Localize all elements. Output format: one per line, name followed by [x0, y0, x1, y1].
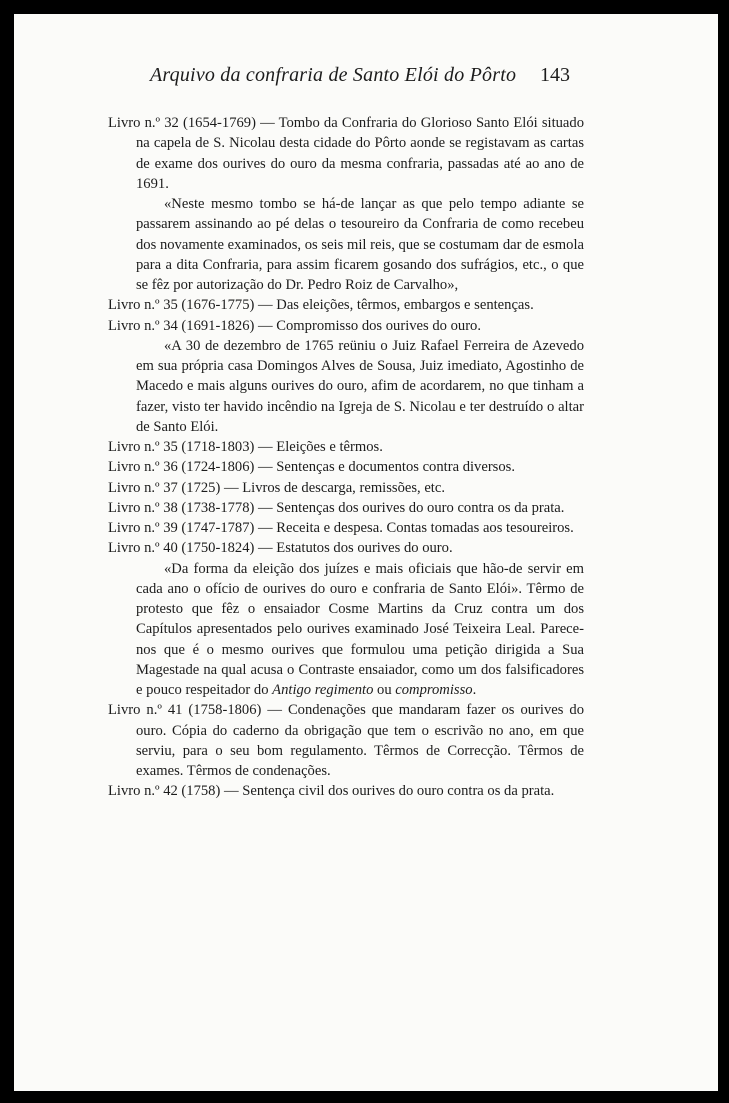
quote-eleicao-end: .	[472, 682, 477, 698]
entry-livro-34: Livro n.º 34 (1691-1826) — Compromisso dos ourives do ouro.	[108, 317, 481, 334]
entry-livro-35b: Livro n.º 35 (1718-1803) — Eleições e têrmos.	[108, 439, 383, 455]
running-title: Arquivo da confraria de Santo Elói do Pôrto	[150, 64, 517, 86]
entry-livro-40: Livro n.º 40 (1750-1824) — Estatutos dos ourives do ouro.	[108, 540, 453, 557]
scan-border-top	[0, 0, 729, 14]
entry-livro-35a: Livro n.º 35 (1676-1775) — Das eleições, têrmos, embargos e sentenças.	[108, 297, 534, 314]
page-body	[108, 113, 584, 802]
entry-livro-42: Livro n.º 42 (1758) — Sentença civil dos ourives do ouro contra os da prata.	[108, 783, 555, 800]
running-header	[150, 64, 570, 87]
quote-eleicao-text: «Da forma da eleição dos juízes e mais oficiais que hão-de servir em cada ano o ofício de ourives do ouro e confraria de Santo Elói». Têrmo de protesto que fêz o ensaiador Cosme Martins da Cruz contra um dos Capítulos apresentados pelo ourives examinado José Teixeira Leal. Parece-nos que é o mesmo ourives que formulou uma petição dirigida a Sua Magestade na qual acusa o Contraste ensaiador, como um dos falsificadores e pouco respeitador do	[136, 560, 584, 698]
italic-antigo-regimento: Antigo regimento	[272, 682, 374, 698]
quote-eleicao	[108, 559, 584, 701]
entry-livro-32: Livro n.º 32 (1654-1769) — Tombo da Confraria do Glorioso Santo Elói situado na capela de S. Nicolau desta cidade do Pôrto aonde se registavam as cartas de exame dos ourives do ouro da mesma confraria, passadas até ao ano de 1691.	[108, 115, 584, 192]
italic-compromisso: compromisso	[395, 682, 473, 698]
quote-eleicao-mid: ou	[373, 682, 396, 698]
entry-livro-36: Livro n.º 36 (1724-1806) — Sentenças e documentos contra diversos.	[108, 459, 515, 476]
quote-tombo: «Neste mesmo tombo se há-de lançar as que pelo tempo adiante se passarem assinando ao pé delas o tesoureiro da Confraria de como recebeu dos novamente examinados, os seis mil reis, que se costumam dar de esmola para a dita Confraria, para assim ficarem gosando dos sufrágios, etc., o que se fêz por autorização do Dr. Pedro Roiz de Carvalho»,	[136, 196, 584, 293]
page-number: 143	[540, 64, 570, 86]
quote-reuniao: «A 30 de dezembro de 1765 reüniu o Juiz Rafael Ferreira de Azevedo em sua própria casa Domingos Alves de Sousa, Juiz imediato, Agostinho de Macedo e mais alguns ourives do ouro, afim de acordarem, no que tinham a fazer, visto ter havido incêndio na Igreja de S. Nicolau e ter destruído o altar de Santo Elói.	[136, 337, 584, 435]
entry-livro-37: Livro n.º 37 (1725) — Livros de descarga, remissões, etc.	[108, 479, 445, 496]
scan-border-left	[0, 0, 14, 1103]
entry-livro-38: Livro n.º 38 (1738-1778) — Sentenças dos ourives do ouro contra os da prata.	[108, 499, 565, 516]
entry-livro-41: Livro n.º 41 (1758-1806) — Condenações que mandaram fazer os ourives do ouro. Cópia do caderno da obrigação que tem o escrivão no ano, em que serviu, para o seu bom regulamento. Têrmos de Correcção. Têrmos de exames. Têrmos de condenações.	[108, 702, 584, 779]
scan-border-right	[718, 0, 729, 1103]
entry-livro-39: Livro n.º 39 (1747-1787) — Receita e despesa. Contas tomadas aos tesoureiros.	[108, 520, 574, 536]
scan-border-bottom	[0, 1091, 729, 1103]
